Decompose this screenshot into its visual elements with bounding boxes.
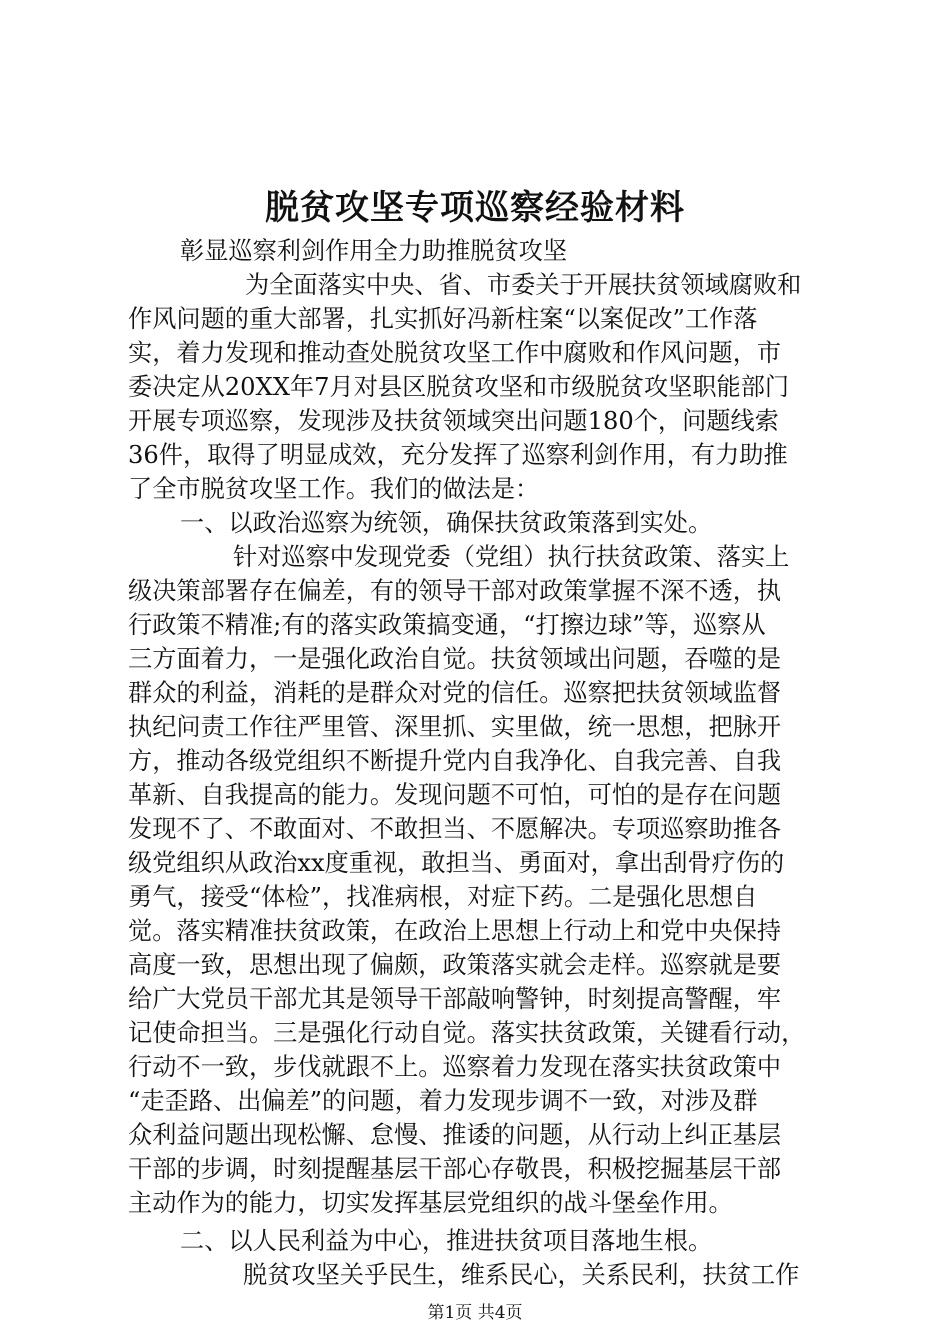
body-line: 主动作为的能力，切实发挥基层党组织的战斗堡垒作用。 [128,1189,733,1217]
body-line: 委决定从20XX年7月对县区脱贫攻坚和市级脱贫攻坚职能部门 [128,373,790,401]
body-line: 群众的利益，消耗的是群众对党的信任。巡察把扶贫领域监督 [128,679,782,707]
body-line: 众利益问题出现松懈、怠慢、推诿的问题，从行动上纠正基层 [128,1121,782,1149]
body-line: 勇气，接受“体检”，找准病根，对症下药。二是强化思想自 [128,883,758,911]
body-line: 实，着力发现和推动查处脱贫攻坚工作中腐败和作风问题，市 [128,339,782,367]
subtitle-line: 彰显巡察利剑作用全力助推脱贫攻坚 [180,237,568,265]
body-line: 革新、自我提高的能力。发现问题不可怕，可怕的是存在问题 [128,781,782,809]
body-line: “走歪路、出偏差”的问题，着力发现步调不一致，对涉及群 [128,1087,758,1115]
body-line: 级党组织从政治xx度重视，敢担当、勇面对，拿出刮骨疗伤的 [128,849,785,877]
body-line: 为全面落实中央、省、市委关于开展扶贫领域腐败和 [245,271,802,299]
body-line: 开展专项巡察，发现涉及扶贫领域突出问题180个，问题线索 [128,407,779,435]
page-number: 第1页 共4页 [427,1303,523,1323]
body-line: 执纪问责工作往严里管、深里抓、实里做，统一思想，把脉开 [128,713,782,741]
body-line: 方，推动各级党组织不断提升党内自我净化、自我完善、自我 [128,747,782,775]
body-line: 觉。落实精准扶贫政策，在政治上思想上行动上和党中央保持 [128,917,782,945]
body-line: 作风问题的重大部署，扎实抓好冯新柱案“以案促改”工作落 [128,305,758,333]
body-line: 干部的步调，时刻提醒基层干部心存敬畏，积极挖掘基层干部 [128,1155,782,1183]
body-line: 给广大党员干部尤其是领导干部敲响警钟，时刻提高警醒，牢 [128,985,782,1013]
body-line: 高度一致，思想出现了偏颇，政策落实就会走样。巡察就是要 [128,951,782,979]
section-heading: 二、以人民利益为中心，推进扶贫项目落地生根。 [180,1227,713,1255]
body-line: 记使命担当。三是强化行动自觉。落实扶贫政策，关键看行动， [128,1019,806,1047]
body-line: 级决策部署存在偏差，有的领导干部对政策掌握不深不透，执 [128,577,782,605]
section-heading: 一、以政治巡察为统领，确保扶贫政策落到实处。 [180,509,713,537]
document-title: 脱贫攻坚专项巡察经验材料 [265,188,685,228]
body-line: 三方面着力，一是强化政治自觉。扶贫领域出问题，吞噬的是 [128,645,782,673]
body-line: 行动不一致，步伐就跟不上。巡察着力发现在落实扶贫政策中 [128,1053,782,1081]
body-line: 了全市脱贫攻坚工作。我们的做法是： [128,475,540,503]
body-line: 行政策不精准;有的落实政策搞变通，“打擦边球”等，巡察从 [128,611,766,639]
body-line: 36件，取得了明显成效，充分发挥了巡察利剑作用，有力助推 [128,441,788,469]
body-line: 针对巡察中发现党委（党组）执行扶贫政策、落实上 [233,543,790,571]
body-line: 脱贫攻坚关乎民生，维系民心，关系民利，扶贫工作 [243,1261,800,1289]
body-line: 发现不了、不敢面对、不敢担当、不愿解决。专项巡察助推各 [128,815,782,843]
